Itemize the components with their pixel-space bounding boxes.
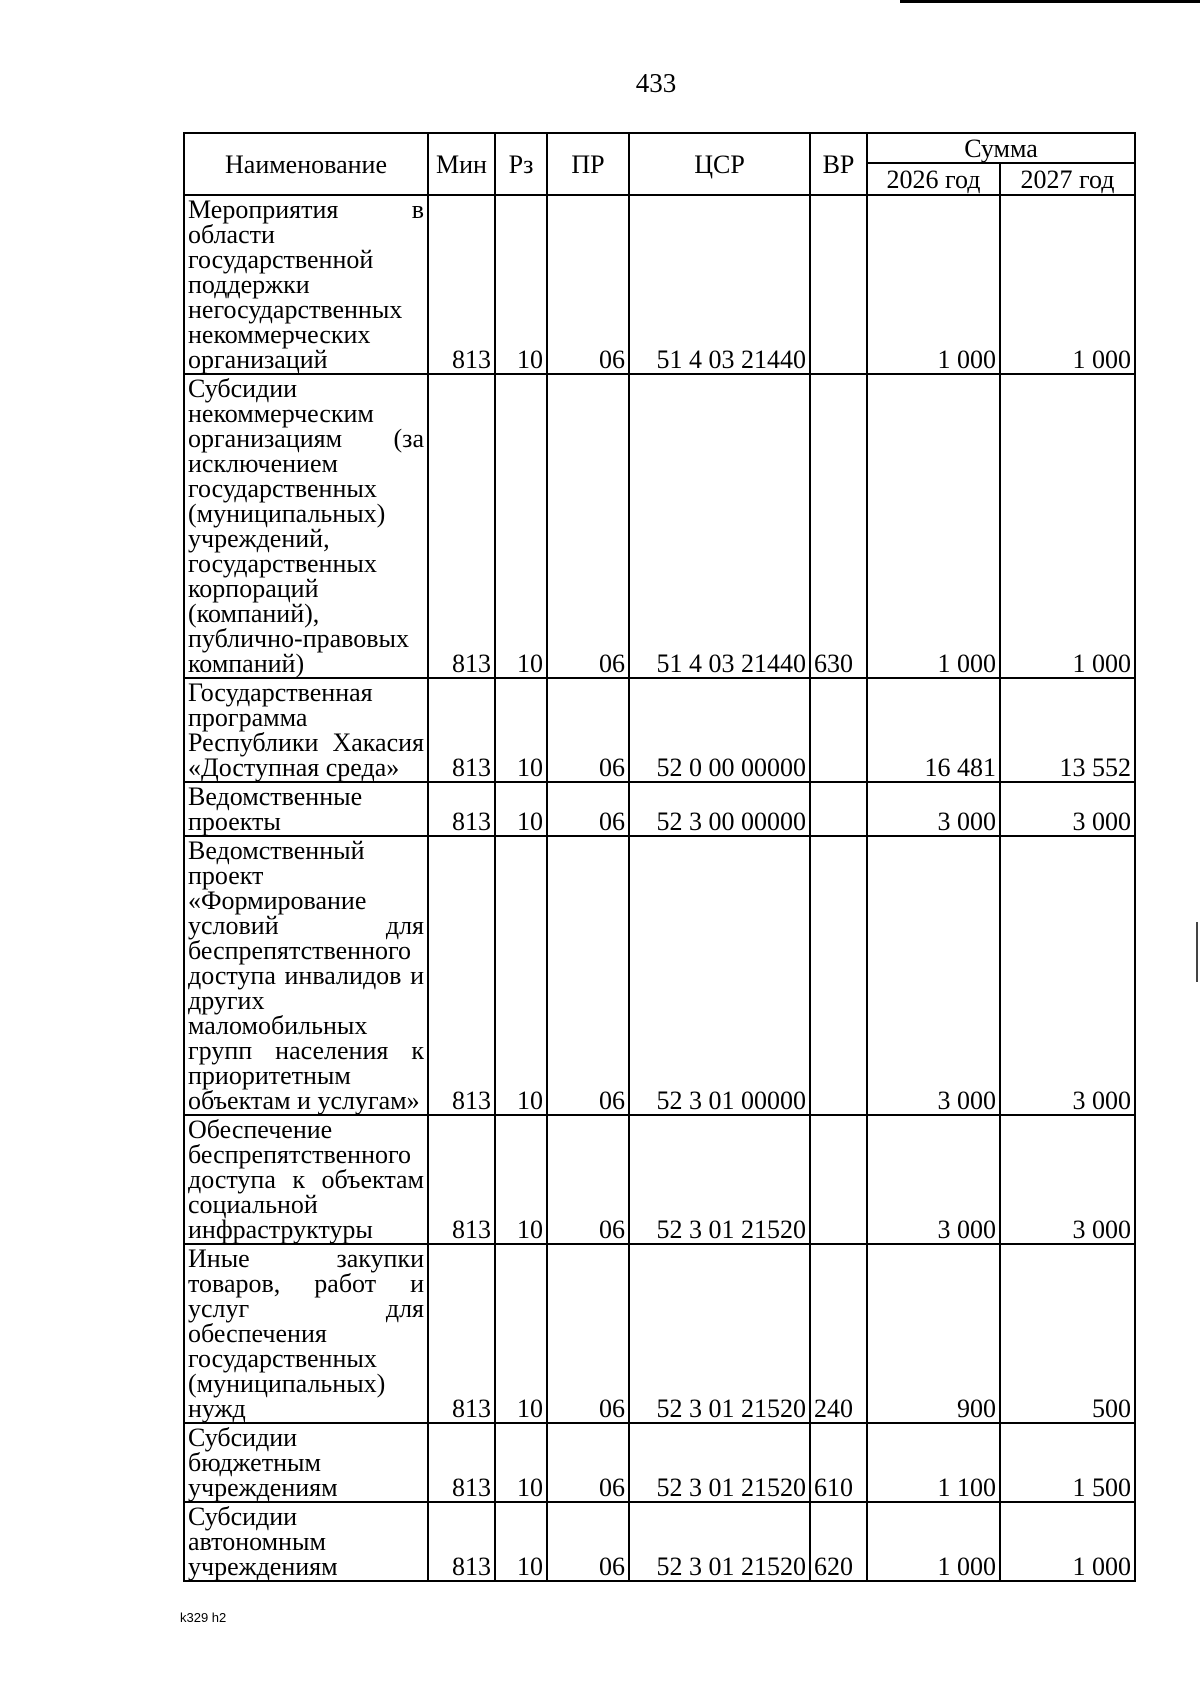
row-rz: 10: [495, 782, 547, 836]
row-sum-2027: 3 000: [1000, 1115, 1135, 1244]
row-sum-2026: 1 100: [867, 1423, 1000, 1502]
row-name: Обеспечение беспрепятственного доступа к объектам социальной инфраструктуры: [184, 1115, 428, 1244]
row-sum-2027: 13 552: [1000, 678, 1135, 782]
row-min: 813: [428, 1115, 495, 1244]
header-rz: Рз: [495, 133, 547, 195]
row-csr: 52 3 01 21520: [629, 1502, 810, 1581]
row-sum-2027: 1 000: [1000, 1502, 1135, 1581]
row-name: Субсидии автономным учреждениям: [184, 1502, 428, 1581]
row-name: Государственная программа Республики Хакасия «Доступная среда»: [184, 678, 428, 782]
row-pr: 06: [547, 782, 629, 836]
row-sum-2026: 3 000: [867, 1115, 1000, 1244]
row-pr: 06: [547, 678, 629, 782]
header-year-2026: 2026 год: [867, 163, 1000, 195]
footer-code: k329 h2: [180, 1610, 227, 1625]
row-vr: 610: [810, 1423, 867, 1502]
row-rz: 10: [495, 195, 547, 374]
row-vr: 240: [810, 1244, 867, 1423]
row-rz: 10: [495, 1502, 547, 1581]
table-row: [184, 1244, 1135, 1423]
budget-table: [183, 132, 1136, 1582]
row-sum-2026: 1 000: [867, 374, 1000, 678]
row-vr: [810, 836, 867, 1115]
row-csr: 52 0 00 00000: [629, 678, 810, 782]
row-name: Субсидии некоммерческим организациям (за исключением государственных (муниципальных) учреждений, государственных корпораций (компаний), публично-правовых компаний): [184, 374, 428, 678]
row-sum-2026: 3 000: [867, 836, 1000, 1115]
row-csr: 52 3 00 00000: [629, 782, 810, 836]
header-min: Мин: [428, 133, 495, 195]
table-row: [184, 782, 1135, 836]
row-pr: 06: [547, 374, 629, 678]
row-sum-2027: 1 500: [1000, 1423, 1135, 1502]
row-sum-2026: 3 000: [867, 782, 1000, 836]
row-pr: 06: [547, 1502, 629, 1581]
row-name: Ведомственные проекты: [184, 782, 428, 836]
table-row: [184, 1115, 1135, 1244]
row-sum-2026: 16 481: [867, 678, 1000, 782]
row-min: 813: [428, 1423, 495, 1502]
row-pr: 06: [547, 195, 629, 374]
row-vr: 620: [810, 1502, 867, 1581]
row-rz: 10: [495, 1244, 547, 1423]
row-sum-2026: 900: [867, 1244, 1000, 1423]
table-row: [184, 678, 1135, 782]
row-vr: [810, 195, 867, 374]
scan-edge-mark: [900, 0, 1200, 3]
row-name: Мероприятия в области государственной поддержки негосударственных некоммерческих организаций: [184, 195, 428, 374]
row-vr: [810, 678, 867, 782]
row-csr: 52 3 01 00000: [629, 836, 810, 1115]
row-pr: 06: [547, 836, 629, 1115]
row-min: 813: [428, 836, 495, 1115]
row-vr: 630: [810, 374, 867, 678]
row-min: 813: [428, 678, 495, 782]
header-csr: ЦСР: [629, 133, 810, 195]
header-year-2027: 2027 год: [1000, 163, 1135, 195]
row-min: 813: [428, 374, 495, 678]
row-csr: 51 4 03 21440: [629, 374, 810, 678]
row-rz: 10: [495, 678, 547, 782]
table-row: [184, 374, 1135, 678]
row-csr: 52 3 01 21520: [629, 1244, 810, 1423]
row-rz: 10: [495, 374, 547, 678]
row-min: 813: [428, 1502, 495, 1581]
row-vr: [810, 782, 867, 836]
table-row: [184, 1502, 1135, 1581]
row-sum-2026: 1 000: [867, 1502, 1000, 1581]
row-sum-2027: 3 000: [1000, 836, 1135, 1115]
table-row: [184, 1423, 1135, 1502]
row-rz: 10: [495, 1115, 547, 1244]
row-csr: 52 3 01 21520: [629, 1115, 810, 1244]
row-vr: [810, 1115, 867, 1244]
page-number: 433: [635, 68, 677, 98]
header-pr: ПР: [547, 133, 629, 195]
row-min: 813: [428, 1244, 495, 1423]
row-sum-2027: 1 000: [1000, 374, 1135, 678]
row-name: Ведомственный проект «Формирование условий для беспрепятственного доступа инвалидов и других маломобильных групп населения к приоритетным объектам и услугам»: [184, 836, 428, 1115]
row-pr: 06: [547, 1244, 629, 1423]
row-sum-2027: 500: [1000, 1244, 1135, 1423]
table-row: [184, 195, 1135, 374]
row-sum-2027: 3 000: [1000, 782, 1135, 836]
scan-edge-mark: [1196, 922, 1198, 982]
row-pr: 06: [547, 1115, 629, 1244]
row-name: Иные закупки товаров, работ и услуг для обеспечения государственных (муниципальных) нужд: [184, 1244, 428, 1423]
row-sum-2027: 1 000: [1000, 195, 1135, 374]
row-csr: 52 3 01 21520: [629, 1423, 810, 1502]
row-rz: 10: [495, 836, 547, 1115]
row-rz: 10: [495, 1423, 547, 1502]
header-name: Наименование: [184, 133, 428, 195]
header-sum: Сумма: [867, 133, 1135, 163]
table-row: [184, 836, 1135, 1115]
row-name: Субсидии бюджетным учреждениям: [184, 1423, 428, 1502]
row-min: 813: [428, 195, 495, 374]
row-pr: 06: [547, 1423, 629, 1502]
header-vr: ВР: [810, 133, 867, 195]
row-min: 813: [428, 782, 495, 836]
row-csr: 51 4 03 21440: [629, 195, 810, 374]
row-sum-2026: 1 000: [867, 195, 1000, 374]
